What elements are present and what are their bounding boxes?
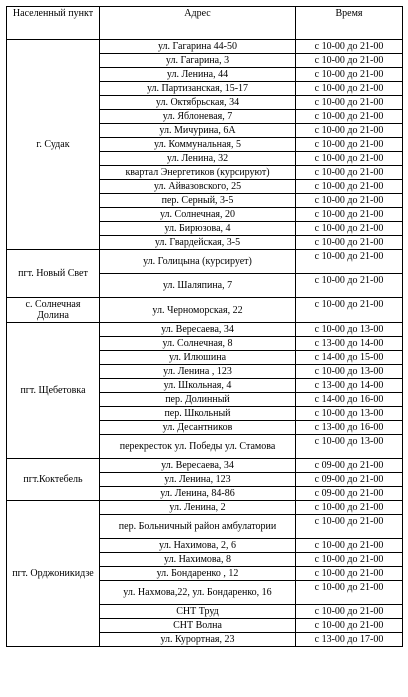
time-cell: с 10-00 до 13-00: [296, 435, 403, 459]
time-cell: с 09-00 до 21-00: [296, 459, 403, 473]
address-cell: пер. Больничный район амбулатории: [100, 515, 296, 539]
address-cell: ул. Ленина , 123: [100, 365, 296, 379]
time-cell: с 10-00 до 21-00: [296, 138, 403, 152]
locality-cell: г. Судак: [7, 40, 100, 250]
table-row: [7, 501, 403, 515]
time-cell: с 14-00 до 15-00: [296, 351, 403, 365]
address-cell: ул. Нахмова,22, ул. Бондаренко, 16: [100, 581, 296, 605]
header-time: Время: [296, 7, 403, 40]
address-cell: ул. Айвазовского, 25: [100, 180, 296, 194]
address-cell: ул. Голицына (курсирует): [100, 250, 296, 274]
time-cell: с 10-00 до 21-00: [296, 605, 403, 619]
address-cell: ул. Вересаева, 34: [100, 459, 296, 473]
locality-cell: пгт.Коктебель: [7, 459, 100, 501]
time-cell: с 10-00 до 21-00: [296, 110, 403, 124]
time-cell: с 09-00 до 21-00: [296, 473, 403, 487]
address-cell: ул. Ленина, 123: [100, 473, 296, 487]
address-cell: ул. Бирюзова, 4: [100, 222, 296, 236]
schedule-table: [6, 6, 403, 647]
address-cell: пер. Школьный: [100, 407, 296, 421]
time-cell: с 10-00 до 21-00: [296, 96, 403, 110]
time-cell: с 10-00 до 21-00: [296, 208, 403, 222]
address-cell: СНТ Волна: [100, 619, 296, 633]
header-row: [7, 7, 403, 40]
time-cell: с 10-00 до 21-00: [296, 124, 403, 138]
time-cell: с 10-00 до 21-00: [296, 236, 403, 250]
table-header: [7, 7, 403, 40]
address-cell: ул. Мичурина, 6А: [100, 124, 296, 138]
table-row: [7, 40, 403, 54]
address-cell: ул. Яблоневая, 7: [100, 110, 296, 124]
time-cell: с 10-00 до 21-00: [296, 567, 403, 581]
address-cell: квартал Энергетиков (курсируют): [100, 166, 296, 180]
address-cell: ул. Нахимова, 8: [100, 553, 296, 567]
locality-cell: пгт. Щебетовка: [7, 323, 100, 459]
table-row: [7, 298, 403, 323]
time-cell: с 10-00 до 21-00: [296, 152, 403, 166]
address-cell: ул. Илюшина: [100, 351, 296, 365]
address-cell: ул. Гагарина 44-50: [100, 40, 296, 54]
address-cell: ул. Курортная, 23: [100, 633, 296, 647]
address-cell: СНТ Труд: [100, 605, 296, 619]
time-cell: с 14-00 до 16-00: [296, 393, 403, 407]
header-address: Адрес: [100, 7, 296, 40]
locality-cell: пгт. Орджоникидзе: [7, 501, 100, 647]
address-cell: ул. Солнечная, 20: [100, 208, 296, 222]
address-cell: ул. Партизанская, 15-17: [100, 82, 296, 96]
time-cell: с 10-00 до 21-00: [296, 82, 403, 96]
address-cell: ул. Солнечная, 8: [100, 337, 296, 351]
time-cell: с 10-00 до 21-00: [296, 250, 403, 274]
time-cell: с 10-00 до 21-00: [296, 553, 403, 567]
time-cell: с 10-00 до 21-00: [296, 40, 403, 54]
time-cell: с 10-00 до 13-00: [296, 407, 403, 421]
table-row: [7, 459, 403, 473]
address-cell: ул. Ленина, 2: [100, 501, 296, 515]
address-cell: ул. Октябрьская, 34: [100, 96, 296, 110]
time-cell: с 13-00 до 14-00: [296, 379, 403, 393]
time-cell: с 10-00 до 21-00: [296, 274, 403, 298]
address-cell: ул. Гвардейская, 3-5: [100, 236, 296, 250]
time-cell: с 09-00 до 21-00: [296, 487, 403, 501]
address-cell: ул. Вересаева, 34: [100, 323, 296, 337]
address-cell: ул. Десантников: [100, 421, 296, 435]
time-cell: с 10-00 до 21-00: [296, 298, 403, 323]
address-cell: ул. Черноморская, 22: [100, 298, 296, 323]
time-cell: с 10-00 до 21-00: [296, 501, 403, 515]
time-cell: с 10-00 до 21-00: [296, 194, 403, 208]
time-cell: с 10-00 до 13-00: [296, 365, 403, 379]
locality-cell: пгт. Новый Свет: [7, 250, 100, 298]
address-cell: ул. Школьная, 4: [100, 379, 296, 393]
table-row: [7, 250, 403, 274]
time-cell: с 10-00 до 21-00: [296, 539, 403, 553]
time-cell: с 13-00 до 14-00: [296, 337, 403, 351]
address-cell: ул. Шаляпина, 7: [100, 274, 296, 298]
address-cell: ул. Коммунальная, 5: [100, 138, 296, 152]
time-cell: с 10-00 до 21-00: [296, 619, 403, 633]
time-cell: с 10-00 до 13-00: [296, 323, 403, 337]
address-cell: перекресток ул. Победы ул. Стамова: [100, 435, 296, 459]
time-cell: с 10-00 до 21-00: [296, 68, 403, 82]
address-cell: ул. Нахимова, 2, 6: [100, 539, 296, 553]
header-locality: Населенный пункт: [7, 7, 100, 40]
table-row: [7, 323, 403, 337]
time-cell: с 13-00 до 16-00: [296, 421, 403, 435]
address-cell: ул. Бондаренко , 12: [100, 567, 296, 581]
time-cell: с 10-00 до 21-00: [296, 54, 403, 68]
address-cell: ул. Ленина, 84-86: [100, 487, 296, 501]
address-cell: пер. Долинный: [100, 393, 296, 407]
time-cell: с 10-00 до 21-00: [296, 581, 403, 605]
address-cell: ул. Ленина, 44: [100, 68, 296, 82]
time-cell: с 10-00 до 21-00: [296, 180, 403, 194]
table-body: [7, 40, 403, 647]
time-cell: с 10-00 до 21-00: [296, 166, 403, 180]
address-cell: пер. Серный, 3-5: [100, 194, 296, 208]
time-cell: с 10-00 до 21-00: [296, 222, 403, 236]
address-cell: ул. Ленина, 32: [100, 152, 296, 166]
address-cell: ул. Гагарина, 3: [100, 54, 296, 68]
time-cell: с 10-00 до 21-00: [296, 515, 403, 539]
time-cell: с 13-00 до 17-00: [296, 633, 403, 647]
locality-cell: с. Солнечная Долина: [7, 298, 100, 323]
